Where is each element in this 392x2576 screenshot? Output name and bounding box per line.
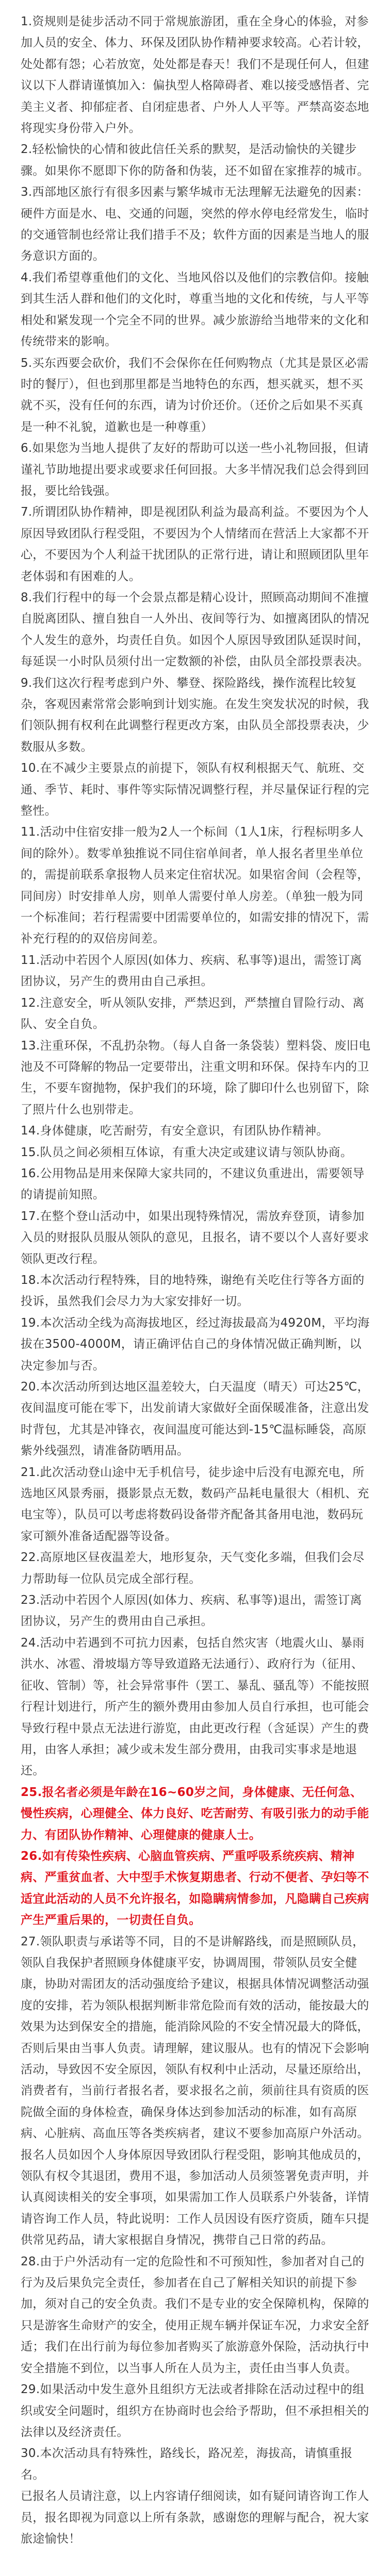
- rule-item: 20.本次活动所到达地区温差较大，白天温度（晴天）可达25℃，夜间温度可能在零下，出发前请大家做好全面保暖准备，注意出发时背包，尤其是冲锋衣，夜间温度可能达到-15℃温标睡袋，高原紫外线强烈，请准备防晒用品。: [21, 1380, 369, 1458]
- rule-item: 29.如果活动中发生意外且组织方无法或者排除在活动过程中的组织或安全问题时，组织方在协商时也会给予帮助，但不承担相关的法律以及经济责任。: [21, 2383, 369, 2439]
- rule-item: 已报名人员请注意，以上内容请仔细阅读，如有疑问请咨询工作人员，报名即视为同意以上所有条款，感谢您的理解与配合，祝大家旅途愉快！: [21, 2489, 369, 2546]
- rule-item: 15.队员之间必须相互体谅，有重大决定或建议请与领队协商。: [21, 1145, 353, 1159]
- rule-item-highlighted: 25.报名者必须是年龄在16~60岁之间，身体健康、无任何急、慢性疾病，心理健全、体力良好、吃苦耐劳、有吸引张力的动手能力、有团队协作精神、心理健康的健康人士。: [21, 1785, 369, 1842]
- rule-item: 12.注意安全，听从领队安排，严禁迟到，严禁擅自冒险行动、离队、安全自负。: [21, 996, 365, 1031]
- rule-item: 10.在不减少主要景点的前提下，领队有权利根据天气、航班、交通、季节、耗时、事件等实际情况调整行程，并尽量保证行程的完整性。: [21, 761, 369, 818]
- rule-item: 6.如果您为当地人提供了友好的帮助可以送一些小礼物回报，但请谨礼节助地提出要求或要求任何回报。大多半情况我们总会得到回报，要比给钱强。: [21, 442, 369, 498]
- rule-item: 9.我们这次行程考虑到户外、攀登、探险路线，操作流程比较复杂，客观因素常常会影响到计划实施。在发生突发状况的时候，我们领队拥有权利在此调整行程更改方案，由队员全部投票表决，少数服从多数。: [21, 676, 369, 754]
- rule-item: 5.买东西要会砍价，我们不会保你在任何购物点（尤其是景区必需时的餐厅），但也到那里都是当地特色的东西，想买就买，想不买就不买，没有任何的东西，请为讨价还价。（还价之后如果不买真是一种不礼貌，道歉也是一种尊重）: [21, 356, 369, 434]
- rule-item: 19.本次活动全线为高海拔地区，经过海拔最高为4920M，平均海拔在3500-4000M，请正确评估自己的身体情况做正确判断，以决定参加与否。: [21, 1316, 370, 1372]
- rule-item: 14.身体健康，吃苦耐劳，有安全意识，有团队协作精神。: [21, 1124, 329, 1138]
- rule-item: 21.此次活动登山途中无手机信号，徒步途中后没有电源充电，所选地区风景秀丽，摄影景点无数，数码产品耗电量很大（相机、充电宝等），队员可以考虑将数码设备带齐配备其备用电池，数码玩家可额外准备适配器等设备。: [21, 1465, 369, 1543]
- rule-item: 13.注重环保，不乱扔杂物。（每人自备一条袋装）塑料袋、废旧电池及不可降解的物品一定要带出，注重文明和环保。保持车内的卫生，不要车窗抛物，保护我们的环境，除了脚印什么也别留下，除了照片什么也别带走。: [21, 1039, 371, 1116]
- rule-item: 8.我们行程中的每一个会景点都是精心设计，照顾高动期间不准擅自脱离团队、擅自独自一人外出、夜间等行为、如擅离团队的情况个人发生的意外，均责任自负。如因个人原因导致团队延误时间，每延误一小时队员须付出一定数额的补偿，由队员全部投票表决。: [21, 590, 369, 669]
- rule-item-highlighted: 26.如有传染性疾病、心脑血管疾病、严重呼吸系统疾病、精神病、严重贫血者、大中型手术恢复期患者、行动不便者、孕妇等不适宜此活动的人员不允许报名，如隐瞒病情参加，凡隐瞒自己疾病产生严重后果的，一切责任自负。: [21, 1849, 369, 1927]
- rule-item: 30.本次活动具有特殊性，路线长，路况差，海拔高，请慎重报名。: [21, 2447, 353, 2482]
- rules-list: [21, 11, 371, 2550]
- rule-item: 16.公用物品是用来保障大家共同的，不建议负重进出，需要领导的请提前知照。: [21, 1166, 365, 1202]
- rule-item: 23.活动中若因个人原因(如体力、疾病、私事等)退出，需签订离团协议，另产生的费用由自己承担。: [21, 1594, 362, 1629]
- rule-item: 24.活动中若遇到不可抗力因素，包括自然灾害（地震火山、暴雨洪水、冰雹、滑坡塌方等导致道路无法通行）、政府行为（征用、征收、管制）等，社会异常事件（罢工、暴乱、骚乱等）不能按照行程计划进行，所产生的额外费用由参加人员自行承担，也可能会导致行程中景点无法进行游览，由此更改行程（含延误）产生的费用，由客人承担；减少或未发生部分费用，由我司实事求是地退还。: [21, 1636, 369, 1778]
- rule-item: 4.我们希望尊重他们的文化、当地风俗以及他们的宗教信仰。接触到其生活人群和他们的文化时，尊重当地的文化和传统，与人平等相处和紧发现一个完全不同的世界。减少旅游给当地带来的文化和传统带来的影响。: [21, 270, 369, 349]
- rule-item: 18.本次活动行程特殊，目的地特殊，谢绝有关吃住行等各方面的投诉，虽然我们会尽力为大家安排好一切。: [21, 1273, 365, 1309]
- rule-item: 2.轻松愉快的心情和彼此信任关系的默契，是活动愉快的关键步骤。如果你不愿即下你的防备和伪装，还不如留在家推荐的城市。: [21, 143, 369, 178]
- rule-item: 3.西部地区旅行有很多因素与繁华城市无法理解无法避免的因素：硬件方面是水、电、交通的问题，突然的停水停电经常发生，临时的交通管制也经常让我们措手不及；软件方面的因素是当地人的服务意识方面的。: [21, 185, 369, 263]
- rule-item: 11.活动中若因个人原因(如体力、疾病、私事等)退出，需签订离团协议，另产生的费用由自己承担。: [21, 953, 362, 989]
- rule-item: 17.在整个登山活动中，如果出现特殊情况，需放弃登顶，请参加入员的财报队员服从领队的意见，且报名，请不要以个人喜好要求领队更改行程。: [21, 1209, 369, 1266]
- rule-item: 11.活动中住宿安排一般为2人一个标间（1人1床，行程标明多人间的除外）。数零单独推说不同住宿单间者，单人报名者里坐单位的，需提前联系拿报物人员来定住宿状况。如果宿舍间（会程等，同间房）时安排单人房，则单人需要付单人房差。（单独一般为同一个标准间；若行程需要中团需要单位的，如需安排的情况下，需补充行程的的双倍房间差。: [21, 825, 369, 946]
- rule-item: 7.所谓团队协作精神，即是视团队利益为最高利益。不要因为个人原因导致团队行程受阻，不要因为个人情绪而在营活上大家都不开心，不要因为个人利益干扰团队的正常行进，请让和照顾团队里年老体弱和有困难的人。: [21, 505, 369, 583]
- rule-item: 27.领队职责与承诺等不同，目的不是讲解路线，而是照顾队员，领队自我保护者照顾身体健康平安，协调周围，带领队员安全健康，协助对需团友的活动强度给予建议，根据具体情况调整活动强度的安排，若为领队根据判断非常危险而有效的活动，能按最大的效果为达到保安全的措施，能消除风险的不安全情况最大的降低，否则后果由当事人负责。请理解，建议服从。也有的情况下会影响活动，导致因不安全原因，领队有权利中止活动，尽量还原给出，消费者有，当前行者报名者，要求报名之前，须前往具有资质的医院做全面的身体检查，确保身体达到参加活动的标准，如有高原病、心脏病、高血压等各类疾病者，建议不要参加高原户外活动。报名人员如因个人身体原因导致团队行程受阻，影响其他成员的，领队有权令其退团，费用不退，参加活动人员须签署免责声明，并认真阅读相关的安全事项，如果需加工作人员联系户外装备，详情请咨询工作人员，特此说明：工作人员因设有医疗资质，随车只提供常见药品，请大家根据自身情况，携带自己日常的药品。: [21, 1935, 369, 2247]
- rule-item: 1.资规则是徒步活动不同于常规旅游团，重在全身心的体验，对参加人员的安全、体力、环保及团队协作精神要求较高。心若计较，处处都有怨；心若放宽，处处都是春天！我们不是现任何人，但建议以下人群请谨慎加入：偏执型人格障碍者、难以接受感悟者、完美主义者、抑郁症者、自闭症患者、户外人人平等。严禁高姿态地将现实身份带入户外。: [21, 15, 369, 135]
- rule-item: 28.由于户外活动有一定的危险性和不可预知性，参加者对自己的行为及后果负完全责任，参加者在自己了解相关知识的前提下参加，须对自己的安全负责。我们不是专业的安全保障机构，保障的只是游客生命财产的安全，使用正规车辆并保证车况，力求安全舒适；我们在出行前为每位参加者购买了旅游意外保险，活动执行中安全措施不到位，以当事人所在人员为主，责任由当事人负责。: [21, 2255, 369, 2375]
- rule-item: 22.高原地区昼夜温差大，地形复杂，天气变化多端，但我们会尽力帮助每一位队员完成全部行程。: [21, 1551, 365, 1586]
